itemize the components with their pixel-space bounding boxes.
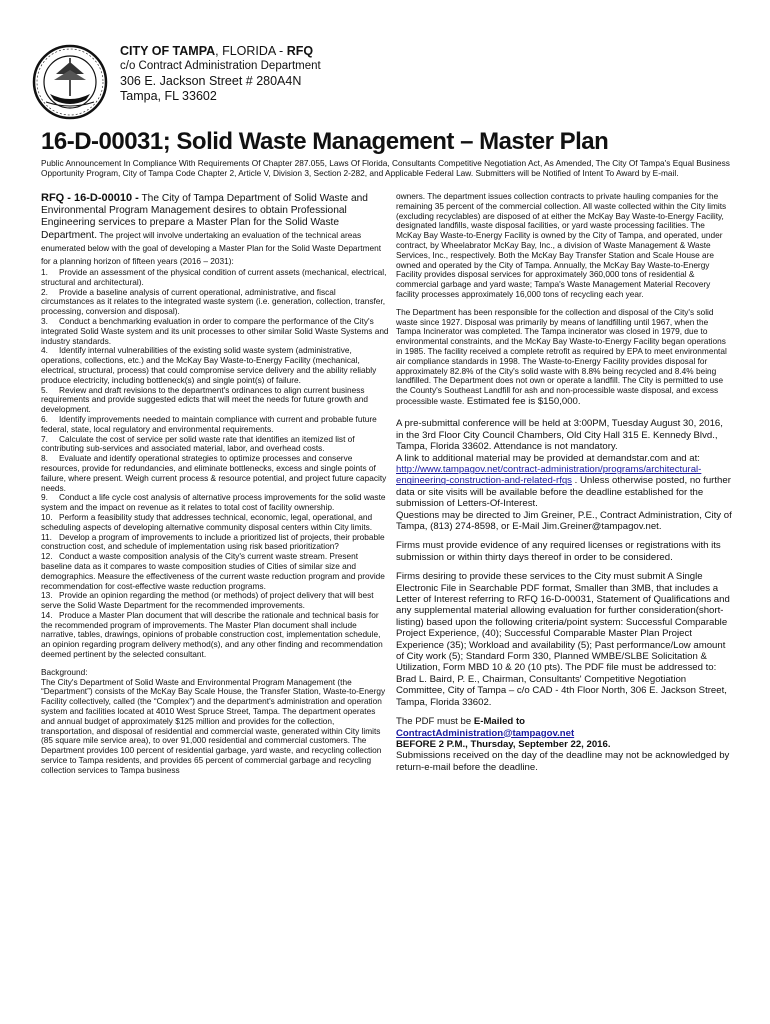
no-further-data-text: . Unless otherwise posted, no further data or site visits will be available before the deadline established for the submission of Letters-Of-Interest. — [396, 475, 731, 510]
scope-item — [41, 591, 389, 611]
scope-item — [41, 386, 389, 415]
header-line-1 — [120, 44, 321, 58]
history-text: The Department has been responsible for the collection and disposal of the City's solid waste since 1927. Disposal was primarily by means of landfilling until 1967, when the Tampa Incinerator was completed. The Tampa incinerator was closed in 1979, due to environmental constraints, and the McKay Bay Waste-to-Energy Facility began operations in 1985. The facility received a complete retrofit as required by EPA to meet environmental air compliance standards in 1998. The Waste-to-Energy Facility provides disposal for approximately 82.8% of the City's solid waste with 8.8% being recycled and 8.4% being landfilled. The Department does not own or operate a landfill. The City is permitted to use the County's Southeast Landfill for ash and non-processible waste disposal, and excess processible waste. — [396, 306, 727, 406]
background-text: The City's Department of Solid Waste and Environmental Program Management (the “Department”) consists of the McKay Bay Scale House, the Transfer Station, Waste-to-Energy Facility collectively, called (the “Complex”) and the department's administration and operation system and facilities located at 4010 West Spruce Street, Tampa. The department operates and annual budget of approximately $125 million and provides for the collection, transportation, and disposal of residential and commercial waste, generated within City limits (85 square mile service area), to over 91,000 residential and commercial customers. The Department provides 100 percent of residential garbage, yard waste, and recycling collection service to Tampa residents, and provides 65 percent of commercial garbage and recycling collection services to Tampa business — [41, 676, 386, 775]
scope-item-number: 12. — [41, 551, 53, 562]
page-title: 16-D-00031; Solid Waste Management – Master Plan — [41, 128, 609, 155]
scope-item — [41, 552, 389, 591]
scope-item-text: Provide an assessment of the physical condition of current assets (mechanical, electrical, structural and architectural). — [41, 267, 387, 287]
scope-item-number: 8. — [41, 453, 48, 464]
scope-item — [41, 611, 389, 660]
rfq-intro-paragraph — [41, 192, 389, 268]
header-block — [120, 44, 321, 103]
scope-item-number: 1. — [41, 267, 48, 277]
ownership-paragraph: owners. The department issues collection contracts to private hauling companies for the remaining 35 percent of the commercial collection. All waste collected within the City limits (excluding recyclables) are disposed of at either the McKay Bay Waste-to-Energy Facility, designated landfills, waste disposal facilities, or yard waste processing facilities. The McKay Bay Waste-to-Energy Facility is owned by the City of Tampa, and operated, under contract, by Wheelabrator McKay Bay, Inc., a division of Waste Management & Waste Services, Inc., respectively. Both the McKay Bay Transfer Station and Scale House are owned and operated by the City of Tampa. Annually, the McKay Bay Waste-to-Energy Facility provides disposal services for approximately 360,000 tons of residential & commercial garbage and yard waste; Tampa's Waste Management Material Recovery facility processes approximately 16,000 tons of recycling each year. — [396, 191, 727, 299]
city-seal-icon — [32, 44, 108, 120]
rfq-intro-rest: The project will involve undertaking an evaluation of the technical areas enumerated below with the goal of developing a Master Plan for the Solid Waste Department for a planning horizon of fifteen years (2016 – 2031): — [41, 230, 382, 266]
additional-material-text: A link to additional material may be provided at demandstar.com and at: — [396, 452, 700, 464]
scope-item-text: Provide a baseline analysis of current operational, administrative, and fiscal circumstances as it relates to the integrated waste system (i.e. generation, collection, transfer, processing, conversion and disposal). — [41, 286, 386, 317]
rfq-intro: The City of Tampa Department of Solid Waste and Environmental Program Management desires to obtain Professional Engineering services to prepare a Master Plan for the Solid Waste Department. — [41, 193, 368, 241]
right-column — [396, 192, 732, 773]
questions-contact: Questions may be directed to Jim Greiner, P.E., Contract Administration, City of Tampa, (813) 274-8598, or E-Mail Jim.Greiner@tampagov.net. — [396, 509, 732, 532]
scope-item — [41, 317, 389, 346]
scope-item — [41, 415, 389, 435]
scope-item — [41, 435, 389, 455]
scope-item-number: 10. — [41, 511, 53, 522]
email-emphasis: E-Mailed to — [473, 716, 526, 728]
rfq-label: RFQ - 16-D-00010 - — [41, 192, 139, 204]
doc-type: RFQ — [286, 44, 314, 58]
additional-material — [396, 453, 732, 510]
deadline: BEFORE 2 P.M., Thursday, September 22, 2016. — [396, 738, 611, 750]
scope-item — [41, 268, 389, 288]
scope-item — [41, 454, 389, 493]
scope-item-number: 2. — [41, 286, 48, 297]
scope-item-number: 5. — [41, 384, 48, 395]
background-heading: Background: — [41, 666, 88, 677]
submission-requirements: Firms desiring to provide these services to the City must submit A Single Electronic File in Searchable PDF format, Smaller than 3MB, that includes a Letter of Interest referring to RFQ 16-D-00031, Statement of Qualifications and any supplemental material allowing evaluation for further consideration(short-listing) based upon the following criteria/point system: Successful Comparable Project Experience, (40); Successful Comparable Master Plan Project Experience (35); Workload and availability (5); Past performance/Low amount of City work (5); Standard Form 330, Planned WMBE/SLBE Solicitation & Utilization, Form MBD 10 & 20 (10 pts). The PDF file must be addressed to: Brad L. Baird, P. E., Chairman, Consultants' Competitive Negotiation Committee, City of Tampa – c/o CAD - 4th Floor North, 306 E. Jackson Street, Tampa, Florida 33602. — [396, 571, 730, 708]
scope-item-text: Produce a Master Plan document that will describe the rationale and technical basis for the recommended program of improvements. The Master Plan document shall include narrative, tables, drawings, opinions of probable construction cost, implementation schedule, an opinion regarding program delivery method(s), and any other finding and recommendation deemed pertinent by the selected consultant. — [41, 609, 383, 660]
state-name: , FLORIDA - — [215, 44, 287, 58]
scope-item-text: Identify improvements needed to maintain compliance with current and probable future federal, state, local regulatory and environmental requirements. — [41, 413, 377, 434]
scope-item-text: Conduct a life cycle cost analysis of alternative process improvements for the solid waste system and the impact on revenue as it relates to total cost of facility ownership. — [41, 492, 386, 513]
deadline-note: Submissions received on the day of the deadline may not be acknowledged by return-e-mail before the deadline. — [396, 750, 730, 773]
history-paragraph — [396, 308, 732, 408]
scope-item-number: 11. — [41, 531, 52, 542]
scope-item-text: Perform a feasibility study that addresses technical, economic, legal, operational, and scheduling aspects of developing alternative community disposal centers within City limits. — [41, 511, 373, 532]
scope-item — [41, 346, 389, 385]
city-name: CITY OF TAMPA — [120, 44, 216, 58]
scope-item-text: Calculate the cost of service per solid waste rate that identifies an itemized list of contributing sub-services and associated material, labor, and overhead costs. — [41, 433, 355, 454]
scope-item-text: Provide an opinion regarding the method (or methods) of project delivery that will best serve the Solid Waste Department for the recommended improvements. — [41, 590, 374, 611]
scope-item-number: 9. — [41, 492, 48, 503]
scope-item — [41, 493, 389, 513]
city-zip: Tampa, FL 33602 — [120, 89, 217, 103]
scope-item-number: 6. — [41, 413, 48, 424]
scope-item — [41, 288, 389, 317]
estimated-fee: Estimated fee is $150,000. — [464, 395, 581, 407]
scope-item — [41, 533, 389, 553]
scope-item-number: 3. — [41, 315, 48, 326]
scope-item-number: 7. — [41, 433, 48, 444]
scope-item-number: 4. — [41, 345, 48, 356]
pre-submittal-conference: A pre-submittal conference will be held at 3:00PM, Tuesday August 30, 2016, in the 3rd Floor City Council Chambers, Old City Hall 315 E. Kennedy Blvd., Tampa, Florida 33602. Attendance is not mandatory. — [396, 418, 723, 453]
contract-admin-email[interactable]: ContractAdministration@tampagov.net — [396, 727, 575, 739]
scope-items-list — [41, 268, 389, 660]
submission-email-link — [396, 728, 732, 739]
licenses-paragraph: Firms must provide evidence of any required licenses or registrations with its submission or within thirty days thereof in order to be considered. — [396, 540, 721, 563]
email-pre: The PDF must be — [396, 716, 474, 728]
scope-item-text: Conduct a waste composition analysis of the City's current waste stream. Present baseline data as it compares to waste composition studies of Cities of similar size and demographics. Measure the effectiveness of the current waste reduction program and provide recommendation for cost-effective waste reduction programs. — [41, 551, 385, 591]
pre-submittal-block — [396, 418, 732, 773]
street-address: 306 E. Jackson Street # 280A4N — [120, 74, 302, 88]
scope-item-text: Review and draft revisions to the department's ordinances to align current business requirements and provide suggested edicts that will meet the needs for future growth and development. — [41, 384, 368, 415]
scope-item-text: Identify internal vulnerabilities of the existing solid waste system (administrative, operations, collections, etc.) and the McKay Bay Waste-to-Energy Facility (mechanical, electrical, structural, process) that could compromise service delivery and the ability reliably produce electricity, including bottleneck(s) and single point(s) of failure. — [41, 345, 377, 385]
department: c/o Contract Administration Department — [120, 60, 321, 72]
scope-item — [41, 513, 389, 533]
scope-item-text: Develop a program of improvements to include a prioritized list of projects, their probable construction cost, and schedule of implementation using risk based prioritization? — [41, 531, 385, 552]
left-column — [41, 192, 389, 776]
scope-item-number: 13. — [41, 590, 53, 601]
scope-item-number: 14. — [41, 609, 53, 620]
scope-item-text: Evaluate and identify operational strategies to optimize processes and conserve resources, provide for redundancies, and eliminate bottlenecks, excess and single points of failure, where present. Weigh current process & resource potential, and project future capacity needs. — [41, 453, 387, 493]
scope-item-text: Conduct a benchmarking evaluation in order to compare the performance of the City's integrated Solid Waste system and its unit processes to other similar Solid Waste Systems and industry standards. — [41, 315, 389, 346]
public-announcement: Public Announcement In Compliance With Requirements Of Chapter 287.055, Laws Of Florida, Consultants Competitive Negotiation Act, As Amended, The City Of Tampa's Equal Business Opportunity Program, City of Tampa Code Chapter 2, Article V, Division 3, Section 2-282, and Applicable Federal Law. Submitters will be Notified of Intent To Award by E-mail. — [41, 158, 730, 178]
rfq-programs-link[interactable]: http://www.tampagov.net/contract-administration/programs/architectural-engineering-construction-and-related-rfqs — [396, 463, 702, 487]
email-submission-line — [396, 716, 732, 727]
